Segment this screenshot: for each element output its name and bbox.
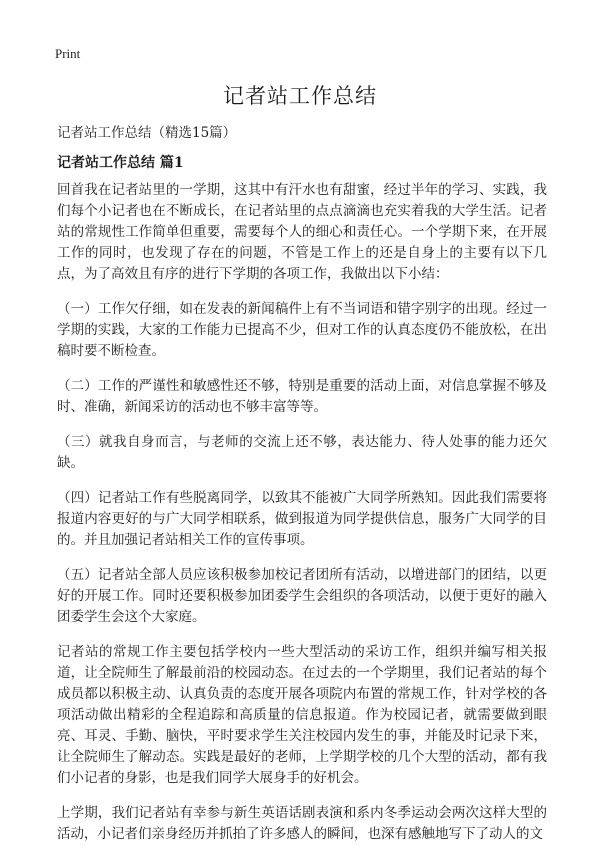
article-body	[57, 180, 547, 859]
paragraph: （四）记者站工作有些脱离同学，以致其不能被广大同学所熟知。因此我们需要将报道内容更好的与广大同学相联系，做到报道为同学提供信息，服务广大同学的目的。并且加强记者站相关工作的宣传事项。	[57, 490, 547, 548]
document-title: 记者站工作总结	[223, 84, 377, 108]
paragraph: （三）就我自身而言，与老师的交流上还不够，表达能力、待人处事的能力还欠缺。	[57, 434, 547, 471]
section-heading: 记者站工作总结 篇1	[57, 155, 184, 171]
print-link[interactable]: Print	[55, 46, 81, 61]
paragraph: 记者站的常规工作主要包括学校内一些大型活动的采访工作，组织并编写相关报道，让全院师生了解最前沿的校园动态。在过去的一个学期里，我们记者站的每个成员都以积极主动、认真负责的态度开展各项院内布置的常规工作，针对学校的各项活动做出精彩的全程追踪和高质量的信息报道。作为校园记者，就需要做到眼亮、耳灵、手勤、脑快，平时要求学生关注校园内发生的事，并能及时记录下来，让全院师生了解动态。实践是最好的老师，上学期学校的几个大型的活动，都有我们小记者的身影，也是我们同学大展身手的好机会。	[57, 644, 547, 786]
paragraph: 回首我在记者站里的一学期，这其中有汗水也有甜蜜，经过半年的学习、实践，我们每个小记者也在不断成长，在记者站里的点点滴滴也充实着我的大学生活。记者站的常规性工作简单但重要，需要每个人的细心和责任心。一个学期下来，在开展工作的同时，也发现了存在的问题，不管是工作上的还是自身上的主要有以下几点，为了高效且有序的进行下学期的各项工作，我做出以下小结：	[57, 182, 547, 282]
paragraph: （五）记者站全部人员应该积极参加校记者团所有活动，以增进部门的团结，以更好的开展工作。同时还要积极参加团委学生会组织的各项活动，以便于更好的融入团委学生会这个大家庭。	[57, 567, 547, 625]
paragraph: （二）工作的严谨性和敏感性还不够，特别是重要的活动上面，对信息掌握不够及时、准确，新闻采访的活动也不够丰富等等。	[57, 378, 547, 415]
paragraph: 上学期，我们记者站有幸参与新生英语话剧表演和系内冬季运动会两次这样大型的活动，小记者们亲身经历并抓拍了许多感人的瞬间，也深有感触地写下了动人的文	[57, 805, 547, 842]
document-subtitle: 记者站工作总结（精选15篇）	[57, 125, 237, 141]
paragraph: （一）工作欠仔细，如在发表的新闻稿件上有不当词语和错字别字的出现。经过一学期的实践，大家的工作能力已提高不少，但对工作的认真态度仍不能放松，在出稿时要不断检查。	[57, 301, 547, 359]
